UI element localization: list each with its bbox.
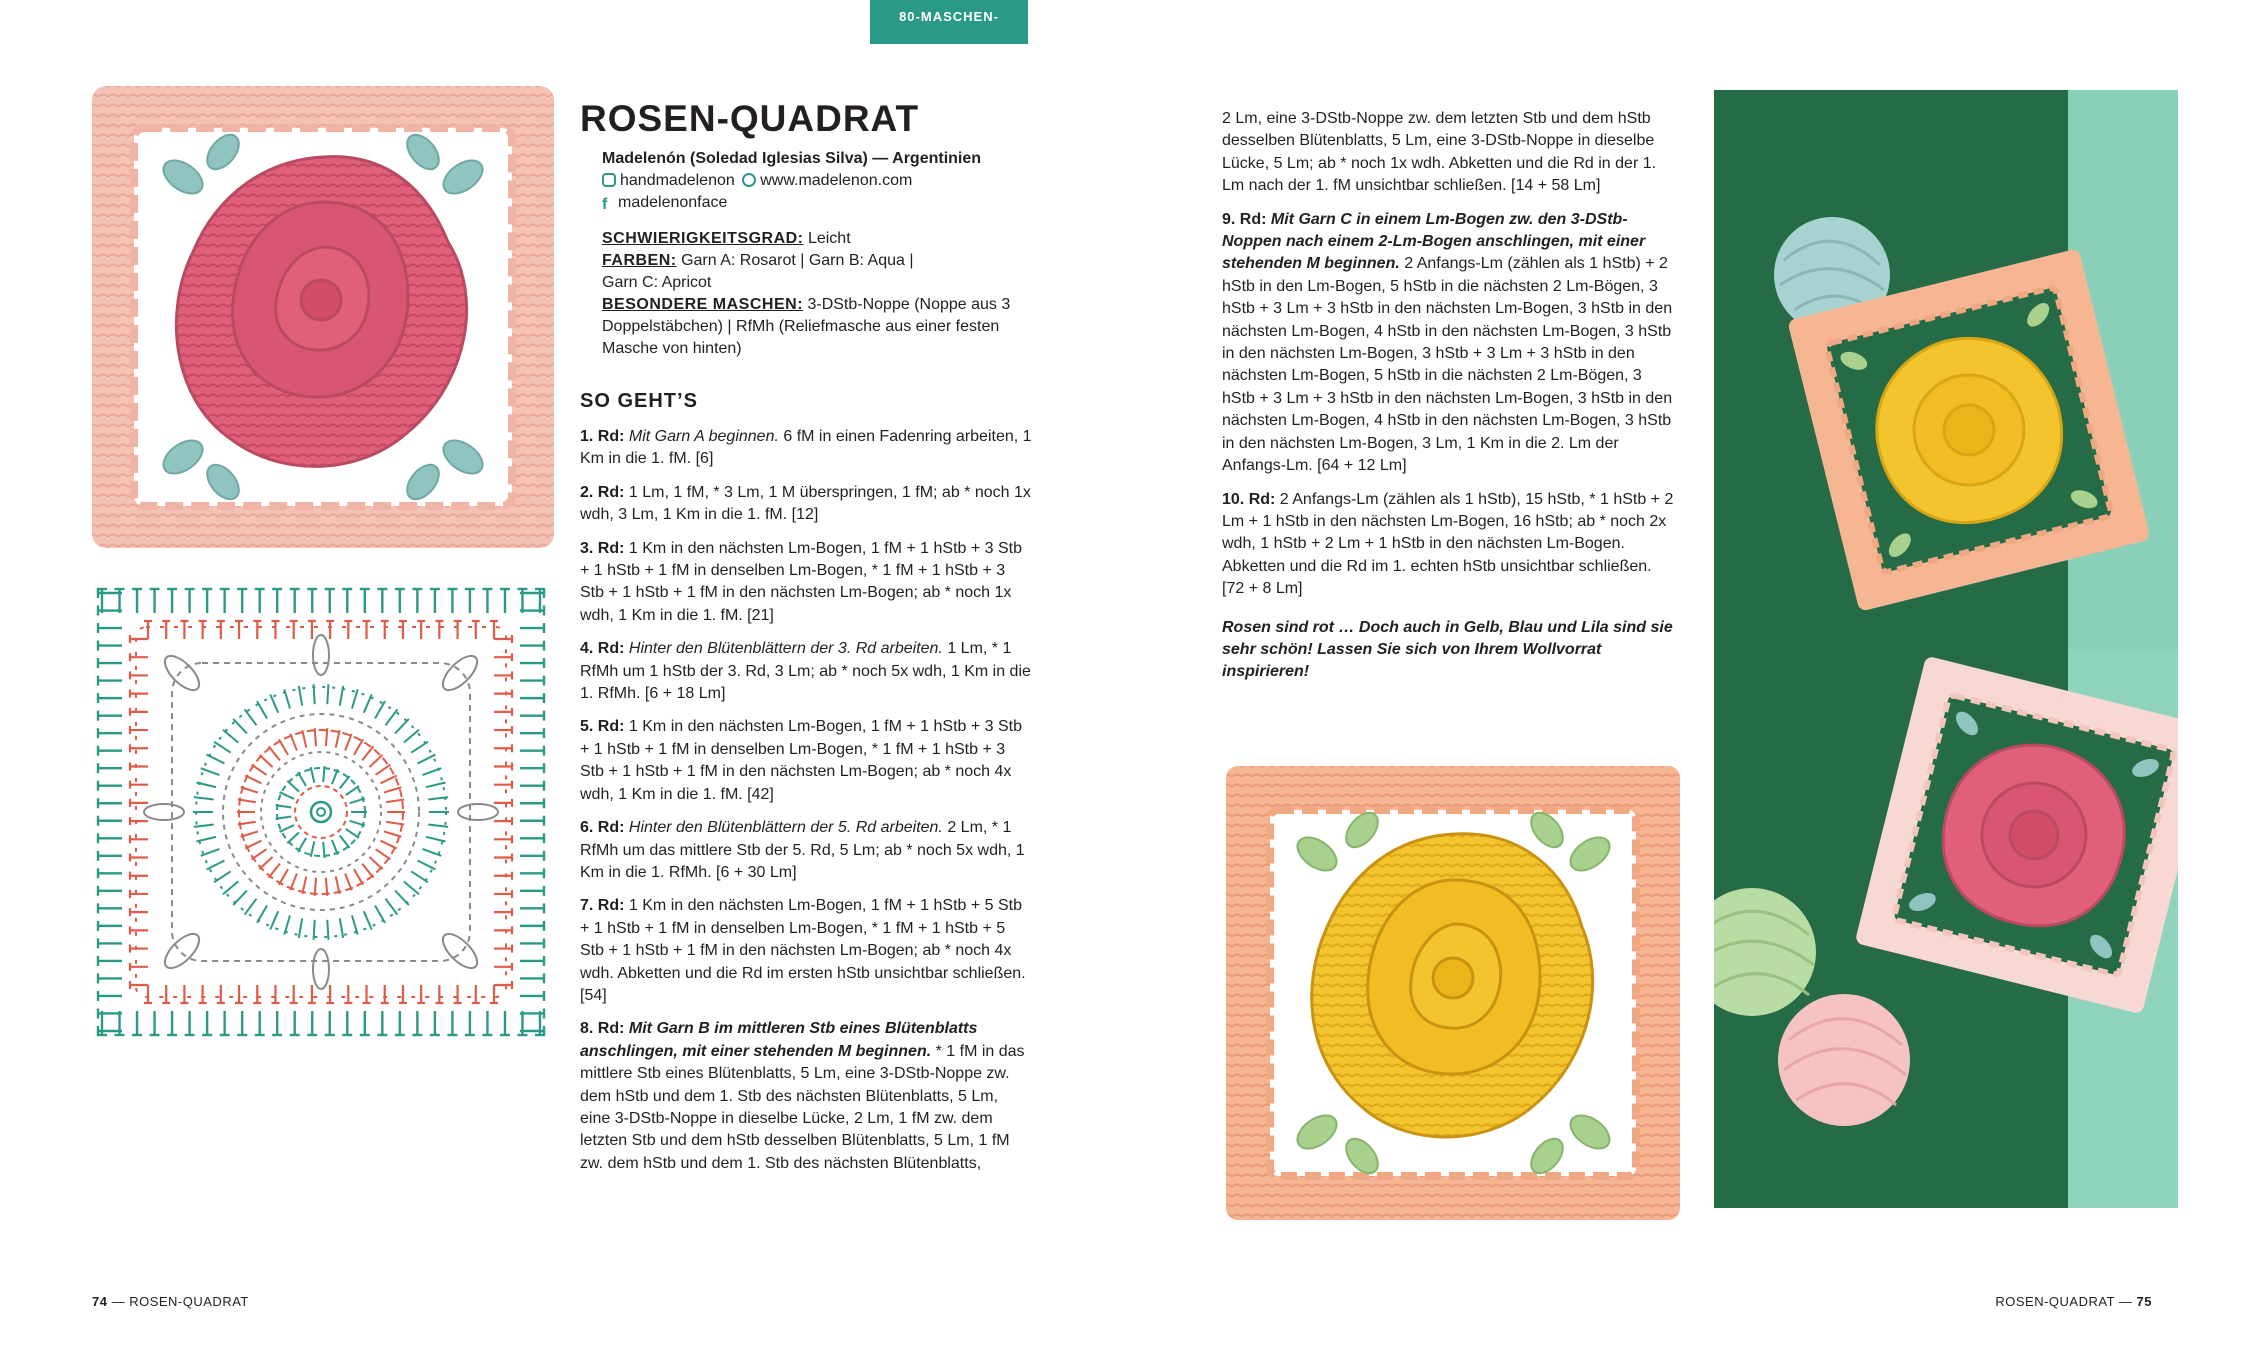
crochet-chart xyxy=(92,583,550,1041)
round-9: 9. Rd: Mit Garn C in einem Lm-Bogen zw. den 3-DStb-Noppen nach einem 2-Lm-Bogen anschlingen, mit einer stehenden M beginnen. 2 Anfangs-Lm (zählen als 1 hStb) + 2 hStb in den Lm-Bogen, 5 hStb in die nächsten 2 Lm-Bögen, 3 hStb + 3 Lm + 3 hStb in den nächsten Lm-Bogen, 3 hStb in den nächsten Lm-Bogen, 4 hStb in den nächsten Lm-Bogen, 3 hStb in den nächsten Lm-Bogen, 3 hStb + 3 Lm + 3 hStb in den nächsten Lm-Bogen, 5 hStb in die nächsten 2 Lm-Bögen, 3 hStb + 3 Lm + 3 hStb in den nächsten Lm-Bogen, 3 hStb in den nächsten Lm-Bogen, 4 hStb in den nächsten Lm-Bogen, 3 hStb in den nächsten Lm-Bogen, 3 Lm, 1 Km in die 2. Lm der Anfangs-Lm. [64 + 12 Lm] xyxy=(1222,210,1673,475)
facebook-line xyxy=(602,192,1042,214)
round-8: 8. Rd: Mit Garn B im mittleren Stb eines Blütenblatts anschlingen, mit einer stehenden M beginnen. * 1 fM in das mittlere Stb eines Blütenblatts, 5 Lm, eine 3-DStb-Noppe zw. dem hStb und dem 1. Stb des nächsten Blütenblatts, 5 Lm, eine 3-DStb-Noppe in dieselbe Lücke, 2 Lm, 1 fM zw. dem letzten Stb und dem hStb desselben Blütenblatts, 5 Lm, 1 fM zw. dem hStb und dem 1. Stb des nächsten Blütenblatts, xyxy=(580,1020,1025,1172)
footer-left xyxy=(92,1294,249,1309)
facebook-handle: madelenonface xyxy=(618,194,728,211)
page-title: ROSEN-QUADRAT xyxy=(580,98,920,139)
colors-value-2: Garn C: Apricot xyxy=(602,274,712,291)
page-number-right: 75 xyxy=(2136,1294,2152,1309)
special-stitches-value: 3-DStb-Noppe (Noppe aus 3 Doppelstäbchen) | RfMh (Reliefmasche aus einer festen Masche von hinten) xyxy=(602,296,1011,357)
colors-value-1: Garn A: Rosarot | Garn B: Aqua | xyxy=(681,252,914,269)
pattern-specs xyxy=(602,228,1042,360)
page-number-left: 74 xyxy=(92,1294,108,1309)
social-line xyxy=(602,170,1042,192)
globe-icon xyxy=(742,173,756,187)
styled-photo xyxy=(1714,90,2178,1208)
round-10: 10. Rd: 2 Anfangs-Lm (zählen als 1 hStb), 15 hStb, * 1 hStb + 2 Lm + 1 hStb in den nächsten Lm-Bogen, 16 hStb; ab * noch 2x wdh, 1 hStb + 2 Lm + 1 hStb in den nächsten Lm-Bogen. Abketten und die Rd im 1. echten hStb unsichtbar schließen. [72 + 8 Lm] xyxy=(1222,490,1674,598)
round-8-continued: 2 Lm, eine 3-DStb-Noppe zw. dem letzten Stb und dem hStb desselben Blütenblatts, 5 Lm, eine 3-DStb-Noppe in dieselbe Lücke, 5 Lm; ab * noch 1x wdh. Abketten und die Rd in der 1. Lm nach der 1. fM unsichtbar schließen. [14 + 58 Lm] xyxy=(1222,110,1657,195)
yarn-ball-pink xyxy=(1778,994,1910,1126)
designer-name: Madelenón (Soledad Iglesias Silva) — Argentinien xyxy=(602,150,982,167)
instructions-column-2 xyxy=(1222,108,1674,695)
round-4: 4. Rd: Hinter den Blütenblättern der 3. Rd arbeiten. 1 Lm, * 1 RfMh um 1 hStb der 3. Rd, 3 Lm; ab * noch 5x wdh, 1 Km in die 1. RfMh. [6 + 18 Lm] xyxy=(580,640,1031,703)
footer-left-text: — ROSEN-QUADRAT xyxy=(111,1294,249,1309)
footer-right xyxy=(1995,1294,2152,1309)
instagram-handle: handmadelenon xyxy=(620,172,735,189)
section-tab: 80-MASCHEN-QUADRAT xyxy=(870,0,1028,44)
how-to-heading: SO GEHT’S xyxy=(580,390,698,412)
rose-square-photo xyxy=(88,82,558,552)
website-link[interactable]: www.madelenon.com xyxy=(760,172,913,189)
special-stitches-label: BESONDERE MASCHEN: xyxy=(602,296,804,313)
difficulty-label: SCHWIERIGKEITSGRAD: xyxy=(602,230,804,247)
round-5: 5. Rd: 1 Km in den nächsten Lm-Bogen, 1 fM + 1 hStb + 3 Stb + 1 hStb + 1 fM in denselben Lm-Bogen, * 1 fM + 1 hStb + 3 Stb + 1 hStb + 1 fM in den nächsten Lm-Bogen; ab * noch 4x wdh, 1 Km in die 1. fM. [42] xyxy=(580,718,1023,803)
difficulty-value: Leicht xyxy=(807,230,851,247)
round-6: 6. Rd: Hinter den Blütenblättern der 5. Rd arbeiten. 2 Lm, * 1 RfMh um das mittlere Stb der 5. Rd, 5 Lm; ab * noch 5x wdh, 1 Km in die 1. RfMh. [6 + 30 Lm] xyxy=(580,819,1025,881)
round-2: 2. Rd: 1 Lm, 1 fM, * 3 Lm, 1 M überspringen, 1 fM; ab * noch 1x wdh, 3 Lm, 1 Km in die 1. fM. [12] xyxy=(580,483,1031,524)
closing-note: Rosen sind rot … Doch auch in Gelb, Blau und Lila sind sie sehr schön! Lassen Sie sich von Ihrem Wollvorrat inspirieren! xyxy=(1222,618,1673,681)
colors-label: FARBEN: xyxy=(602,252,677,269)
round-7: 7. Rd: 1 Km in den nächsten Lm-Bogen, 1 fM + 1 hStb + 5 Stb + 1 hStb + 1 fM in denselben Lm-Bogen, * 1 fM + 1 hStb + 5 Stb + 1 hStb + 1 fM in den nächsten Lm-Bogen; ab * noch 4x wdh. Abketten und die Rd im ersten hStb unsichtbar schließen. [54] xyxy=(580,897,1026,1004)
designer-info xyxy=(602,148,1042,214)
instagram-icon xyxy=(602,173,616,187)
facebook-icon: f xyxy=(602,196,608,213)
round-1: 1. Rd: Mit Garn A beginnen. 6 fM in einen Fadenring arbeiten, 1 Km in die 1. fM. [6] xyxy=(580,428,1032,468)
instructions-column-1 xyxy=(580,426,1032,1186)
yellow-rose-square-photo xyxy=(1222,762,1684,1224)
footer-right-text: ROSEN-QUADRAT — xyxy=(1995,1294,2133,1309)
round-3: 3. Rd: 1 Km in den nächsten Lm-Bogen, 1 fM + 1 hStb + 3 Stb + 1 hStb + 1 fM in denselben Lm-Bogen, * 1 fM + 1 hStb + 3 Stb + 1 hStb + 1 fM in den nächsten Lm-Bogen; ab * noch 1x wdh, 1 Km in die 1. fM. [21] xyxy=(580,539,1023,624)
